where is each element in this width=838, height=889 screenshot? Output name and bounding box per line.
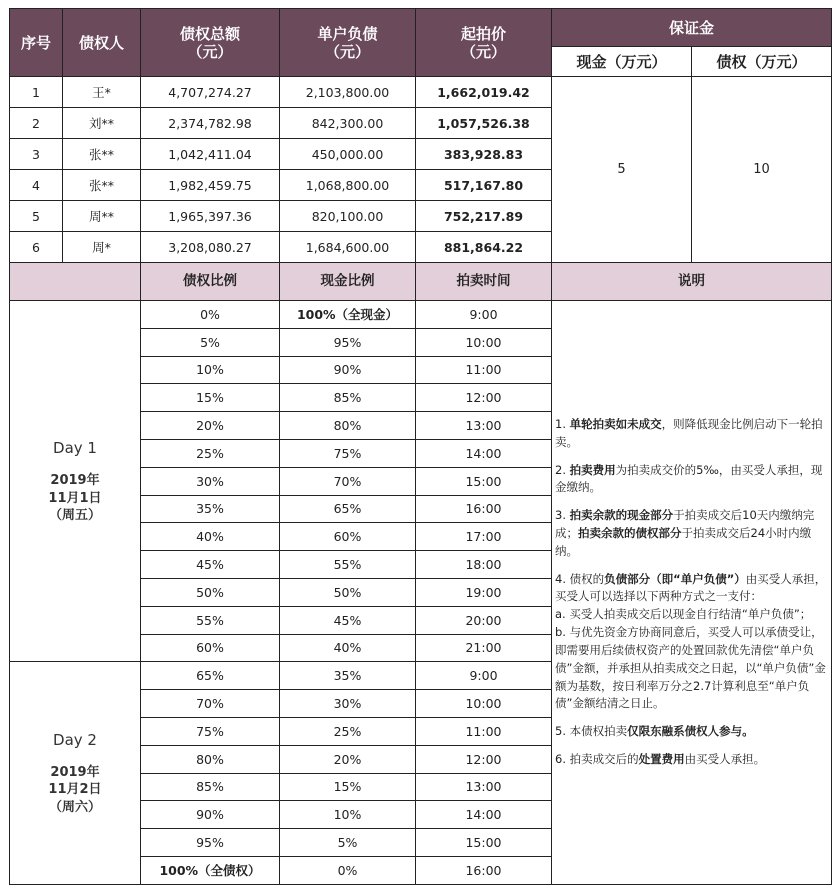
auction-time-cell: 11:00 <box>416 717 552 745</box>
creditor-total: 3,208,080.27 <box>141 232 280 263</box>
cash-ratio-cell: 85% <box>280 384 416 412</box>
note-text: 由买受人承担。 <box>684 751 766 766</box>
header-debt-label: 单户负债 <box>317 24 378 43</box>
note-text: 2. <box>555 462 570 477</box>
header-debt <box>280 9 416 77</box>
creditor-debt: 450,000.00 <box>280 139 416 170</box>
note-5 <box>555 723 828 741</box>
header-start-unit: （元） <box>460 42 506 61</box>
note-2 <box>555 462 828 498</box>
cash-ratio-cell: 40% <box>280 634 416 662</box>
creditor-seq: 1 <box>10 77 63 108</box>
note-text: 于拍卖成交后10天内缴纳完成； <box>555 508 815 541</box>
schedule-header-row <box>10 263 832 301</box>
schedule-header-notes: 说明 <box>552 263 832 301</box>
claim-ratio-cell: 10% <box>141 356 280 384</box>
cash-ratio-cell: 90% <box>280 356 416 384</box>
auction-time-cell: 19:00 <box>416 578 552 606</box>
note-text: 为拍卖成交价的5‰，由买受人承担，现金缴纳。 <box>555 462 823 495</box>
day-title: Day 2 <box>53 730 97 749</box>
creditor-name: 王* <box>63 77 141 108</box>
header-start <box>416 9 552 77</box>
claim-ratio-cell: 60% <box>141 634 280 662</box>
cash-ratio-cell: 20% <box>280 745 416 773</box>
auction-time-cell: 10:00 <box>416 690 552 718</box>
auction-time-cell: 12:00 <box>416 384 552 412</box>
auction-time-cell: 10:00 <box>416 328 552 356</box>
claim-ratio-cell: 90% <box>141 801 280 829</box>
creditor-name: 刘** <box>63 108 141 139</box>
cash-ratio-cell: 10% <box>280 801 416 829</box>
cash-ratio-cell: 70% <box>280 467 416 495</box>
schedule-header-cash-ratio: 现金比例 <box>280 263 416 301</box>
cash-ratio-cell: 15% <box>280 773 416 801</box>
creditor-debt: 1,068,800.00 <box>280 170 416 201</box>
cash-ratio-cell: 35% <box>280 662 416 690</box>
auction-time-cell: 14:00 <box>416 439 552 467</box>
cash-ratio-cell: 0% <box>280 856 416 884</box>
note-text: 3. <box>555 508 570 523</box>
creditor-name: 周** <box>63 201 141 232</box>
auction-time-cell: 13:00 <box>416 412 552 440</box>
claim-ratio-cell: 85% <box>141 773 280 801</box>
cash-ratio-cell: 75% <box>280 439 416 467</box>
creditor-seq: 4 <box>10 170 63 201</box>
claim-ratio-cell: 15% <box>141 384 280 412</box>
header-deposit: 保证金 <box>552 9 832 47</box>
creditor-start-price: 383,928.83 <box>416 139 552 170</box>
note-emphasis: 处置费用 <box>638 751 685 766</box>
cash-ratio-cell: 45% <box>280 606 416 634</box>
note-emphasis: 拍卖余款的债权部分 <box>578 526 682 541</box>
schedule-header-time: 拍卖时间 <box>416 263 552 301</box>
day-2-label <box>10 662 141 884</box>
note-6 <box>555 751 828 769</box>
day-date: 11月2日 <box>48 782 102 798</box>
spacer <box>10 750 140 764</box>
auction-time-cell: 21:00 <box>416 634 552 662</box>
claim-ratio-cell: 95% <box>141 829 280 857</box>
day-title: Day 1 <box>53 438 97 457</box>
creditor-start-price: 1,057,526.38 <box>416 108 552 139</box>
cash-ratio-cell: 60% <box>280 523 416 551</box>
creditor-total: 1,982,459.75 <box>141 170 280 201</box>
note-emphasis: 负债部分（即“单户负债”） <box>604 571 746 586</box>
creditor-total: 2,374,782.98 <box>141 108 280 139</box>
note-text: 5. 本债权拍卖 <box>555 724 628 739</box>
cash-ratio-cell: 30% <box>280 690 416 718</box>
day-date: 2019年 <box>50 764 100 780</box>
claim-ratio-cell: 0% <box>141 301 280 329</box>
note-1 <box>555 416 828 452</box>
claim-ratio-cell: 45% <box>141 551 280 579</box>
header-total <box>141 9 280 77</box>
note-4 <box>555 571 828 607</box>
claim-ratio-cell: 80% <box>141 745 280 773</box>
claim-ratio-cell: 25% <box>141 439 280 467</box>
creditor-start-price: 1,662,019.42 <box>416 77 552 108</box>
note-4a <box>555 606 828 624</box>
creditor-debt: 1,684,600.00 <box>280 232 416 263</box>
note-emphasis: 单轮拍卖如未成交 <box>569 416 662 431</box>
auction-time-cell: 13:00 <box>416 773 552 801</box>
claim-ratio-cell: 30% <box>141 467 280 495</box>
auction-time-cell: 15:00 <box>416 829 552 857</box>
claim-ratio-cell: 35% <box>141 495 280 523</box>
note-text: 由买受人承担，买受人可以选择以下两种方式之一支付： <box>555 571 827 604</box>
claim-ratio-cell: 5% <box>141 328 280 356</box>
cash-ratio-cell: 100%（全现金） <box>280 301 416 329</box>
claim-ratio-cell: 55% <box>141 606 280 634</box>
day-date: 11月1日 <box>48 490 102 506</box>
creditor-seq: 5 <box>10 201 63 232</box>
auction-time-cell: 15:00 <box>416 467 552 495</box>
day-date: （周五） <box>48 508 101 524</box>
note-text: 于拍卖成交后24小时内缴纳。 <box>555 526 812 558</box>
creditor-name: 周* <box>63 232 141 263</box>
auction-time-cell: 17:00 <box>416 523 552 551</box>
auction-time-cell: 9:00 <box>416 301 552 329</box>
creditor-debt: 820,100.00 <box>280 201 416 232</box>
cash-ratio-cell: 50% <box>280 578 416 606</box>
creditor-seq: 6 <box>10 232 63 263</box>
creditor-start-price: 517,167.80 <box>416 170 552 201</box>
creditor-start-price: 752,217.89 <box>416 201 552 232</box>
header-debt-unit: （元） <box>324 42 370 61</box>
header-deposit-claim: 债权（万元） <box>692 47 832 77</box>
note-emphasis: 拍卖余款的现金部分 <box>569 508 674 523</box>
note-3 <box>555 507 828 560</box>
notes-cell <box>552 301 832 885</box>
cash-ratio-cell: 5% <box>280 829 416 857</box>
claim-ratio-cell: 65% <box>141 662 280 690</box>
auction-time-cell: 9:00 <box>416 662 552 690</box>
day-date: 2019年 <box>50 472 100 488</box>
note-emphasis: 拍卖费用 <box>569 462 616 477</box>
spacer <box>10 458 140 472</box>
note-emphasis: 仅限东融系债权人参与。 <box>627 724 754 739</box>
auction-time-cell: 16:00 <box>416 856 552 884</box>
creditor-row <box>10 77 832 108</box>
cash-ratio-cell: 55% <box>280 551 416 579</box>
claim-ratio-cell: 70% <box>141 690 280 718</box>
cash-ratio-cell: 25% <box>280 717 416 745</box>
auction-time-cell: 16:00 <box>416 495 552 523</box>
auction-time-cell: 20:00 <box>416 606 552 634</box>
note-4b <box>555 624 828 713</box>
header-total-label: 债权总额 <box>179 24 240 43</box>
creditor-name: 张** <box>63 170 141 201</box>
creditor-name: 张** <box>63 139 141 170</box>
creditor-seq: 3 <box>10 139 63 170</box>
header-seq: 序号 <box>10 9 63 77</box>
auction-time-cell: 12:00 <box>416 745 552 773</box>
schedule-header-claim-ratio: 债权比例 <box>141 263 280 301</box>
schedule-row <box>10 301 832 329</box>
header-deposit-cash: 现金（万元） <box>552 47 692 77</box>
deposit-claim-value: 10 <box>692 77 832 263</box>
auction-time-cell: 11:00 <box>416 356 552 384</box>
header-creditor: 债权人 <box>63 9 141 77</box>
auction-time-cell: 18:00 <box>416 551 552 579</box>
cash-ratio-cell: 80% <box>280 412 416 440</box>
header-total-unit: （元） <box>187 42 233 61</box>
claim-ratio-cell: 50% <box>141 578 280 606</box>
creditor-debt: 2,103,800.00 <box>280 77 416 108</box>
note-text: 1. <box>555 416 570 431</box>
day-1-label <box>10 301 141 662</box>
note-text: a. 买受人拍卖成交后以现金自行结清“单户负债”； <box>555 607 812 622</box>
header-row <box>10 9 832 47</box>
cash-ratio-cell: 65% <box>280 495 416 523</box>
auction-table <box>9 8 832 885</box>
deposit-cash-value: 5 <box>552 77 692 263</box>
creditor-debt: 842,300.00 <box>280 108 416 139</box>
claim-ratio-cell: 40% <box>141 523 280 551</box>
auction-time-cell: 14:00 <box>416 801 552 829</box>
schedule-header-blank <box>10 263 141 301</box>
creditor-start-price: 881,864.22 <box>416 232 552 263</box>
note-text: 4. 债权的 <box>555 571 605 586</box>
creditor-total: 4,707,274.27 <box>141 77 280 108</box>
header-start-label: 起拍价 <box>460 24 506 43</box>
note-text: 6. 拍卖成交后的 <box>555 751 639 766</box>
note-text: b. 与优先资金方协商同意后，买受人可以承债受让，即需要用后续债权资产的处置回款优先清偿“单户负债”金额，并承担从拍卖成交之日起，以“单户负债”金额为基数，按日利率万分之2.7计算利息至“单户负债”金额结清之日止。 <box>555 625 826 711</box>
note-text: ，则降低现金比例启动下一轮拍卖。 <box>555 416 823 449</box>
claim-ratio-cell: 20% <box>141 412 280 440</box>
cash-ratio-cell: 95% <box>280 328 416 356</box>
creditor-total: 1,965,397.36 <box>141 201 280 232</box>
creditor-total: 1,042,411.04 <box>141 139 280 170</box>
claim-ratio-cell: 100%（全债权） <box>141 856 280 884</box>
claim-ratio-cell: 75% <box>141 717 280 745</box>
creditor-seq: 2 <box>10 108 63 139</box>
day-date: （周六） <box>48 799 101 815</box>
